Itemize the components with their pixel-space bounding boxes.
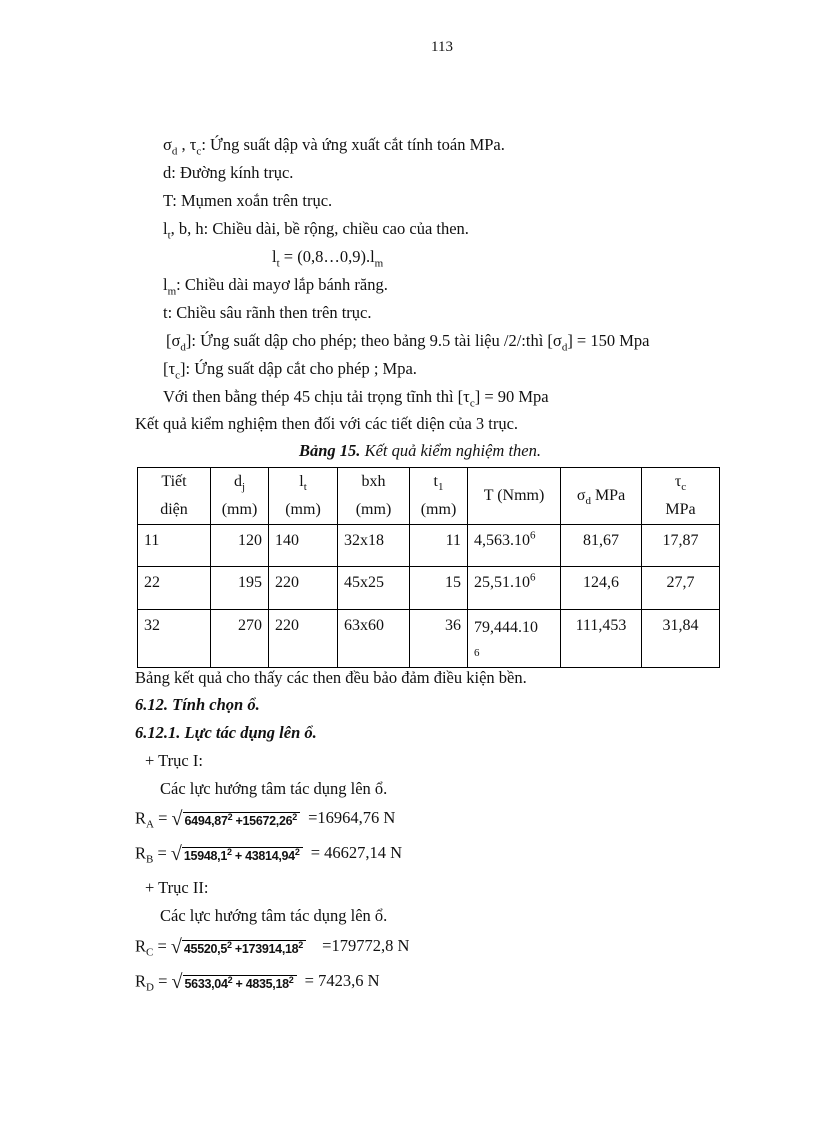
header-diameter: $d_j$ (mm)	[211, 468, 269, 525]
cell-sigma: 81,67	[561, 525, 642, 567]
def-stress-line: $\sigma_d$ , $\tau_c$: Ứng suất dập và ứng xuất cắt tính toán MPa.	[163, 135, 505, 158]
def-steel45: Với then bằng thép 45 chịu tải trọng tĩnh thì $[\tau_c] = 90$ Mpa	[163, 387, 549, 410]
cell-torque: 79,444.10 6	[468, 610, 561, 668]
key-check-table	[137, 467, 720, 668]
page-number: 113	[431, 39, 453, 55]
table-header-row	[138, 468, 720, 525]
cell-tau: 31,84	[642, 610, 720, 668]
equation-rd: $R_D$ = √ 5633,04$^2$ + 4835,18$^2$ = 7423,6 N	[135, 971, 380, 994]
cell-length: 140	[269, 525, 338, 567]
cell-sigma: 111,453	[561, 610, 642, 668]
radial-forces-text: Các lực hướng tâm tác dụng lên ổ.	[160, 779, 388, 798]
sqrt-rd: √ 5633,04$^2$ + 4835,18$^2$	[172, 971, 297, 994]
header-bxh: bxh (mm)	[338, 468, 410, 525]
cell-torque: 25,51.10$^6$	[468, 567, 561, 610]
cell-section: 11	[138, 525, 211, 567]
cell-tau: 17,87	[642, 525, 720, 567]
equation-rc: $R_C$ = √ $45520,5^2 +173914,18^2 =179772,8$ N	[135, 936, 410, 959]
header-sigma: $\sigma_d$ MPa	[561, 468, 642, 525]
table-row	[138, 525, 720, 567]
def-diameter: d: Đường kính trục.	[163, 163, 294, 182]
shaft-1-label: + Trục I:	[145, 751, 203, 770]
def-hub-length: $l_m$: Chiều dài mayơ lắp bánh răng.	[163, 275, 388, 298]
cell-diameter: 195	[211, 567, 269, 610]
header-tau: $\tau_c$ MPa	[642, 468, 720, 525]
header-torque: T (Nmm)	[468, 468, 561, 525]
cell-torque: 4,563.10$^6$	[468, 525, 561, 567]
sqrt-rb: √ 15948,1$^2$ + 43814,94$^2$	[171, 843, 303, 866]
sqrt-ra: √ $6494,87^2 +15672,26^2$	[172, 808, 300, 831]
sqrt-rc: √ $45520,5^2 +173914,18^2$	[171, 936, 306, 959]
equation-rb: $R_B$ = √ 15948,1$^2$ + 43814,94$^2$ = 46627,14 N	[135, 843, 403, 866]
conclusion-text: Bảng kết quả cho thấy các then đều bảo đảm điều kiện bền.	[135, 668, 527, 687]
cell-section: 22	[138, 567, 211, 610]
equation-ra: $R_A$ = √ $6494,87^2 +15672,26^2 =16964,76$ N	[135, 808, 396, 831]
cell-t1: 36	[410, 610, 468, 668]
def-allowable-shear: $[\tau_c]$: Ứng suất dập cắt cho phép ; Mpa.	[163, 359, 417, 382]
table-row	[138, 610, 720, 668]
table-caption: Bảng 15. Kết quả kiểm nghiệm then.	[299, 441, 541, 460]
cell-length: 220	[269, 567, 338, 610]
cell-diameter: 270	[211, 610, 269, 668]
header-length: $l_t$ (mm)	[269, 468, 338, 525]
radial-forces-text-2: Các lực hướng tâm tác dụng lên ổ.	[160, 906, 388, 925]
cell-length: 220	[269, 610, 338, 668]
formula-lt: $l_t$ = $(0,8\dots 0,9).l_m$	[272, 247, 384, 270]
intro-text: Kết quả kiểm nghiệm then đối với các tiết diện của 3 trục.	[135, 414, 519, 433]
header-section: Tiết diện	[138, 468, 211, 525]
cell-bxh: 63x60	[338, 610, 410, 668]
def-key-dims: $l_t$, b, h: Chiều dài, bề rộng, chiều cao của then.	[163, 219, 469, 242]
section-heading-6-12: 6.12. Tính chọn ổ.	[135, 695, 260, 714]
header-t1: $t_1$ (mm)	[410, 468, 468, 525]
shaft-2-label: + Trục II:	[145, 878, 209, 897]
cell-section: 32	[138, 610, 211, 668]
cell-t1: 15	[410, 567, 468, 610]
section-heading-6-12-1: 6.12.1. Lực tác dụng lên ổ.	[135, 723, 317, 742]
def-allowable-crush: $[\sigma_d]$: Ứng suất dập cho phép; theo bảng 9.5 tài liệu /2/:thì $[\sigma_d] = 150$ Mpa	[166, 331, 650, 354]
cell-t1: 11	[410, 525, 468, 567]
cell-bxh: 32x18	[338, 525, 410, 567]
table-row	[138, 567, 720, 610]
cell-sigma: 124,6	[561, 567, 642, 610]
cell-diameter: 120	[211, 525, 269, 567]
def-torque: T: Mụmen xoắn trên trục.	[163, 191, 333, 210]
def-groove-depth: t: Chiều sâu rãnh then trên trục.	[163, 303, 372, 322]
cell-tau: 27,7	[642, 567, 720, 610]
cell-bxh: 45x25	[338, 567, 410, 610]
